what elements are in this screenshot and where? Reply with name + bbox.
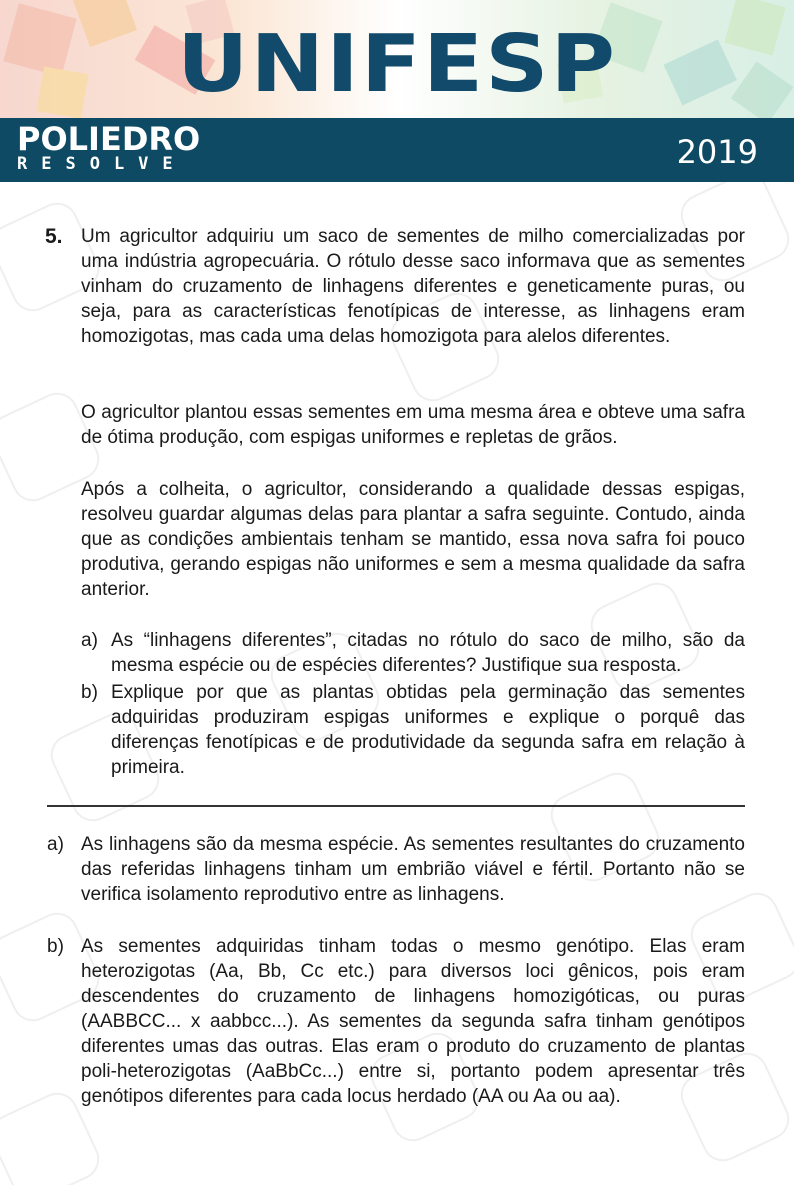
- question-number: 5.: [45, 225, 63, 248]
- answer-item: [47, 832, 745, 912]
- item-text: Explique por que as plantas obtidas pela germinação das sementes adquiridas produziram espigas uniformes e explique o porquê das diferenças fenotípicas e de produtividade da segunda safra em relação à primeira.: [111, 682, 745, 778]
- item-label: a): [81, 630, 98, 651]
- answer-item: [47, 934, 745, 1134]
- section-divider: [47, 805, 745, 807]
- item-label: b): [81, 682, 98, 703]
- question-paragraph: O agricultor plantou essas sementes em uma mesma área e obteve uma safra de ótima produção, com espigas uniformes e repletas de grãos.: [81, 402, 745, 448]
- item-text: As “linhagens diferentes”, citadas no rótulo do saco de milho, são da mesma espécie ou de espécies diferentes? Justifique sua resposta.: [111, 630, 745, 676]
- answer-text: As linhagens são da mesma espécie. As sementes resultantes do cruzamento das referidas linhagens tinham um embrião viável e fértil. Portanto não se verifica isolamento reprodutivo entre as linhagens.: [81, 834, 745, 905]
- publisher-logo-bottom: RESOLVE: [17, 154, 187, 174]
- question-paragraph: Um agricultor adquiriu um saco de sementes de milho comercializadas por uma indústria agropecuária. O rótulo desse saco informava que as sementes vinham do cruzamento de linhagens diferentes e geneticamente puras, ou seja, para as características fenotípicas de interesse, as linhagens eram homozigotas, mas cada uma delas homozigota para alelos diferentes.: [81, 226, 745, 347]
- exam-brand-title: UNIFESP: [177, 17, 617, 110]
- question-item: [81, 628, 745, 678]
- answer-text: As sementes adquiridas tinham todas o mesmo genótipo. Elas eram heterozigotas (Aa, Bb, Cc etc.) para diversos loci gênicos, pois eram descendentes do cruzamento de linhagens homozigóticas, ou puras (AABBCC... x aabbcc...). As sementes da segunda safra tinham genótipos diferentes umas das outras. Elas eram o produto do cruzamento de plantas poli-heterozigotas (AaBbCc...) entre si, portanto podem apresentar três genótipos diferentes para cada locus herdado (AA ou Aa ou aa).: [81, 936, 745, 1107]
- publisher-logo-top: POLIEDRO: [17, 120, 201, 158]
- question-item: [81, 680, 745, 780]
- publisher-bar: [0, 118, 794, 182]
- exam-year: 2019: [676, 133, 758, 171]
- answer-label: a): [47, 834, 64, 855]
- answer-label: b): [47, 936, 64, 957]
- question-paragraph: Após a colheita, o agricultor, considerando a qualidade dessas espigas, resolveu guardar algumas delas para plantar a safra seguinte. Contudo, ainda que as condições ambientais tenham se mantido, essa nova safra foi pouco produtiva, gerando espigas não uniformes e sem a mesma qualidade da safra anterior.: [81, 479, 745, 600]
- header-banner: [0, 0, 794, 118]
